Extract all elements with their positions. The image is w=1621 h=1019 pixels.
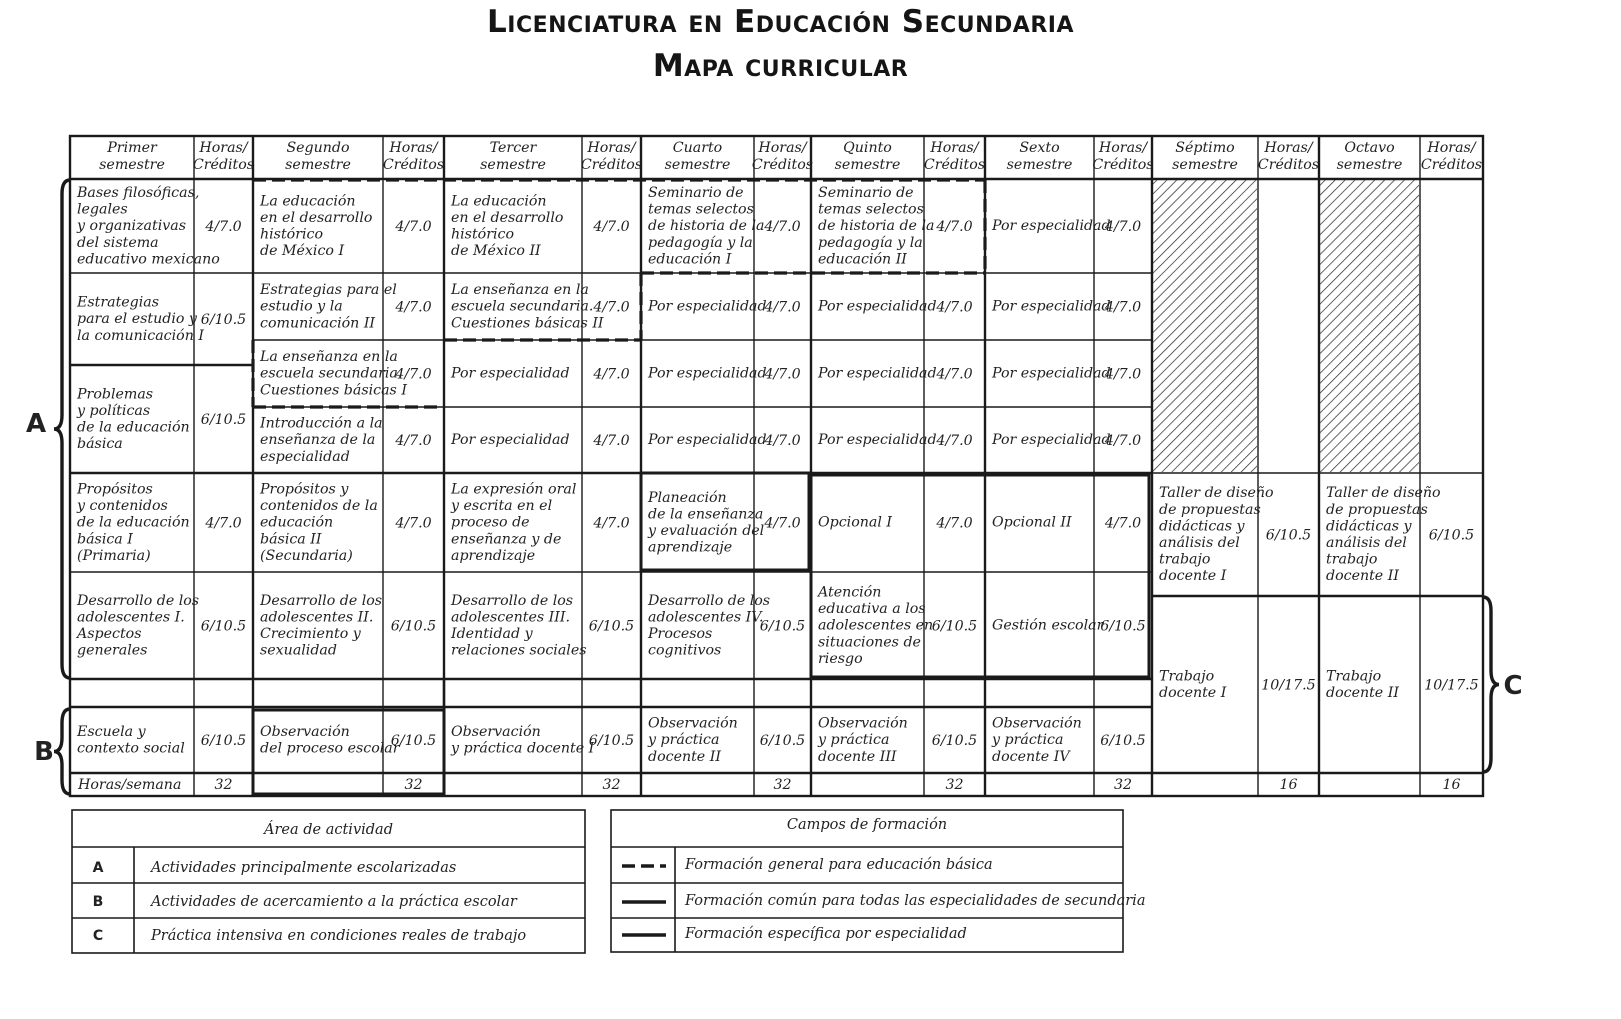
course-hours: 4/7.0	[205, 515, 242, 532]
course-name: y escrita en el	[451, 498, 553, 515]
course-hours: 4/7.0	[593, 299, 630, 316]
course-name: Propósitos y	[260, 481, 349, 498]
course-hours: 6/10.5	[1100, 733, 1146, 749]
column-header: Horas/	[587, 140, 636, 156]
course-hours: 6/10.5	[1265, 527, 1312, 544]
course-name: y práctica	[818, 732, 890, 749]
course-name: Por especialidad	[451, 432, 570, 449]
course-name: Identidad y	[451, 626, 533, 642]
course-hours: 6/10.5	[931, 733, 978, 749]
course-hours: 4/7.0	[1104, 433, 1142, 449]
course-name: Por especialidad	[992, 218, 1111, 235]
course-name: situaciones de	[818, 634, 921, 651]
course-name: cognitivos	[648, 642, 722, 659]
column-header: semestre	[664, 157, 731, 173]
column-header: Créditos	[751, 157, 814, 173]
course-name: Aspectos	[77, 626, 142, 642]
course-hours: 4/7.0	[764, 515, 801, 532]
course-name: Por especialidad	[451, 365, 570, 382]
course-hours: 4/7.0	[395, 366, 432, 383]
column-header: Horas/	[758, 140, 807, 156]
course-name: Observación	[818, 715, 908, 732]
course-name: y práctica	[648, 732, 720, 749]
course-name: La expresión oral	[451, 481, 577, 498]
column-header: Créditos	[580, 157, 643, 173]
course-hours: 4/7.0	[1104, 299, 1142, 316]
legend-area-key: C	[92, 928, 104, 944]
course-name: enseñanza y de	[451, 531, 562, 548]
document-subtitle: Mapa curricular	[652, 48, 909, 84]
column-header: Octavo	[1344, 140, 1395, 156]
course-name: Bases filosóficas,	[77, 185, 200, 201]
course-name: La educación	[260, 193, 356, 210]
course-name: Observación	[648, 715, 738, 732]
totals-value: 32	[1113, 777, 1133, 793]
course-name: relaciones sociales	[451, 642, 587, 659]
course-hours: 4/7.0	[764, 366, 801, 383]
course-name: educación	[260, 514, 334, 531]
course-hours: 4/7.0	[936, 219, 973, 235]
course-name: legales	[77, 201, 128, 218]
course-name: aprendizaje	[451, 547, 536, 564]
course-name: educativo mexicano	[77, 251, 220, 268]
course-name: sexualidad	[260, 642, 337, 659]
legend-campos-title: Campos de formación	[786, 817, 948, 833]
course-name: Desarrollo de los	[77, 592, 200, 609]
course-name: docente I	[1159, 568, 1227, 585]
column-header: Primer	[107, 140, 157, 156]
column-header: semestre	[834, 157, 901, 173]
course-name: histórico	[260, 226, 324, 243]
course-name: pedagogía y la	[648, 234, 753, 251]
column-header: Horas/	[1264, 140, 1313, 156]
course-name: docente IV	[992, 748, 1070, 765]
course-name: y organizativas	[77, 218, 186, 235]
column-header: Cuarto	[672, 140, 723, 156]
course-name: docente II	[648, 748, 721, 765]
legend-area-text: Actividades principalmente escolarizadas	[151, 860, 457, 876]
course-hours: 4/7.0	[395, 433, 432, 449]
course-hours: 4/7.0	[1104, 366, 1142, 383]
course-name: Por especialidad	[818, 432, 937, 449]
course-hours: 6/10.5	[390, 618, 437, 635]
totals-value: 16	[1442, 777, 1461, 793]
course-hours: 4/7.0	[593, 433, 630, 449]
column-header: Séptimo	[1175, 140, 1235, 156]
hatched-block-8	[1320, 180, 1419, 472]
course-name: Desarrollo de los	[451, 592, 574, 609]
course-name: proceso de	[451, 514, 530, 531]
course-name: comunicación II	[260, 315, 376, 332]
course-name: Atención	[818, 584, 882, 601]
course-hours: 10/17.5	[1261, 677, 1316, 694]
course-hours: 6/10.5	[200, 733, 247, 749]
course-name: docente II	[1326, 568, 1399, 585]
course-name: del sistema	[77, 234, 159, 251]
course-hours: 4/7.0	[764, 219, 801, 235]
column-header: Créditos	[382, 157, 445, 173]
course-name: adolescentes II.	[260, 609, 374, 626]
course-hours: 6/10.5	[200, 412, 247, 428]
course-hours: 6/10.5	[759, 733, 806, 749]
course-name: histórico	[451, 226, 515, 243]
legends	[72, 810, 1145, 953]
totals-value: 32	[773, 777, 792, 793]
course-hours: 4/7.0	[395, 219, 432, 235]
legend-area-text: Práctica intensiva en condiciones reales de trabajo	[151, 928, 527, 944]
document-title: Licenciatura en Educación Secundaria	[487, 4, 1074, 40]
course-name: para el estudio y	[77, 311, 197, 328]
course-hours: 6/10.5	[1100, 618, 1146, 635]
course-hours: 4/7.0	[593, 366, 630, 383]
course-name: de México I	[260, 243, 345, 260]
course-name: de historia de la	[818, 218, 935, 235]
course-name: Trabajo	[1159, 668, 1215, 685]
course-name: temas selectos	[648, 201, 754, 218]
course-hours: 4/7.0	[395, 299, 432, 316]
course-hours: 6/10.5	[931, 618, 978, 635]
course-name: y contenidos	[77, 498, 168, 515]
course-name: generales	[77, 642, 148, 659]
legend-area-key: A	[92, 860, 104, 876]
course-name: contexto social	[77, 740, 185, 757]
course-name: análisis del	[1159, 535, 1240, 551]
course-name: la comunicación I	[77, 327, 204, 344]
column-header: Horas/	[1427, 140, 1476, 156]
area-a-label: A	[25, 409, 47, 439]
course-hours: 4/7.0	[395, 515, 432, 532]
course-name: de la educación	[77, 419, 190, 436]
course-name: docente II	[1326, 685, 1399, 701]
course-name: Introducción a la	[260, 415, 383, 432]
column-header: semestre	[1336, 157, 1403, 173]
table-texts	[26, 140, 1523, 793]
course-name: Taller de diseño	[1326, 485, 1441, 502]
course-hours: 4/7.0	[205, 219, 242, 235]
legend-area-title: Área de actividad	[264, 822, 393, 838]
column-header: semestre	[1172, 157, 1238, 173]
course-name: temas selectos	[818, 201, 924, 218]
course-name: Por especialidad	[818, 298, 937, 315]
course-name: Observación	[992, 715, 1082, 732]
course-name: y práctica docente I	[451, 740, 595, 757]
course-hours: 6/10.5	[200, 618, 247, 635]
course-name: La enseñanza en la	[451, 282, 589, 299]
legend-campos-text: Formación común para todas las especialidades de secundaria	[685, 893, 1146, 909]
course-name: (Secundaria)	[260, 547, 353, 564]
course-name: Observación	[451, 723, 541, 740]
column-header: Quinto	[843, 140, 892, 156]
column-header: semestre	[285, 157, 351, 173]
course-name: trabajo	[1326, 551, 1378, 568]
brace-a	[54, 180, 70, 678]
course-name: Crecimiento y	[260, 626, 361, 642]
column-header: Sexto	[1019, 140, 1060, 156]
course-hours: 6/10.5	[588, 733, 635, 749]
brace-b	[54, 709, 70, 794]
course-hours: 10/17.5	[1424, 677, 1479, 694]
course-name: de México II	[451, 243, 541, 260]
course-name: adolescentes III.	[451, 609, 570, 626]
course-hours: 4/7.0	[1104, 515, 1142, 532]
column-header: semestre	[1006, 157, 1073, 173]
totals-value: 32	[602, 777, 621, 793]
hatched-block-7	[1153, 180, 1257, 472]
course-name: Escuela y	[77, 723, 146, 740]
area-b-label: B	[34, 737, 54, 767]
legend-area-text: Actividades de acercamiento a la práctica escolar	[151, 894, 517, 910]
column-header: Créditos	[923, 157, 986, 173]
column-header: Horas/	[1098, 140, 1148, 156]
legend-area-key: B	[92, 894, 104, 910]
course-name: escuela secundaria.	[451, 298, 594, 315]
course-name: trabajo	[1159, 551, 1211, 568]
course-name: básica	[77, 436, 123, 453]
course-hours: 4/7.0	[593, 219, 630, 235]
course-name: de la educación	[77, 514, 190, 531]
area-c-label: C	[1503, 671, 1523, 701]
course-name: estudio y la	[260, 298, 343, 315]
column-header: semestre	[480, 157, 546, 173]
totals-label: Horas/semana	[78, 777, 182, 793]
course-hours: 4/7.0	[764, 433, 801, 449]
course-name: aprendizaje	[648, 539, 733, 556]
course-name: educación II	[818, 251, 907, 268]
column-header: Horas/	[199, 140, 248, 156]
course-name: básica II	[260, 531, 322, 548]
column-header: Créditos	[192, 157, 255, 173]
totals-value: 32	[214, 777, 233, 793]
course-name: y políticas	[77, 402, 151, 419]
totals-value: 16	[1279, 777, 1298, 793]
course-name: Opcional II	[992, 514, 1072, 531]
course-name: Por especialidad	[648, 365, 767, 382]
course-name: de historia de la	[648, 218, 765, 235]
course-name: didácticas y	[1326, 518, 1412, 535]
course-name: análisis del	[1326, 535, 1407, 551]
course-name: Propósitos	[77, 481, 153, 498]
course-name: educativa a los	[818, 601, 926, 618]
column-header: Horas/	[930, 140, 979, 156]
course-name: Desarrollo de los	[260, 592, 383, 609]
course-name: adolescentes IV.	[648, 609, 764, 626]
course-hours: 6/10.5	[200, 312, 247, 328]
course-hours: 6/10.5	[390, 733, 437, 749]
course-hours: 4/7.0	[936, 299, 973, 316]
course-name: Seminario de	[818, 185, 914, 201]
course-name: docente III	[818, 748, 897, 765]
course-name: Por especialidad	[992, 298, 1111, 315]
course-name: adolescentes I.	[77, 609, 185, 626]
course-name: enseñanza de la	[260, 432, 376, 449]
course-name: Gestión escolar	[992, 617, 1104, 634]
course-name: educación I	[648, 251, 732, 268]
course-name: Cuestiones básicas II	[451, 315, 604, 332]
course-name: riesgo	[818, 650, 863, 667]
course-name: (Primaria)	[77, 547, 151, 564]
course-hours: 4/7.0	[764, 299, 801, 316]
course-name: y evaluación del	[648, 523, 765, 539]
course-name: básica I	[77, 531, 133, 548]
course-name: La educación	[451, 193, 547, 210]
course-name: La enseñanza en la	[260, 349, 398, 366]
course-name: en el desarrollo	[260, 209, 373, 226]
column-header: Tercer	[489, 140, 537, 156]
course-hours: 4/7.0	[936, 433, 973, 449]
course-name: Cuestiones básicas I	[260, 382, 407, 399]
course-name: Trabajo	[1326, 668, 1382, 685]
course-name: pedagogía y la	[818, 234, 923, 251]
course-name: Seminario de	[648, 185, 744, 201]
column-header: Horas/	[389, 140, 438, 156]
column-header: semestre	[99, 157, 165, 173]
course-name: de la enseñanza	[648, 506, 764, 523]
course-name: didácticas y	[1159, 518, 1245, 535]
course-name: Estrategias para el	[260, 282, 397, 299]
course-name: Taller de diseño	[1159, 485, 1274, 502]
course-hours: 6/10.5	[588, 618, 635, 635]
totals-value: 32	[945, 777, 964, 793]
column-header: Créditos	[1092, 157, 1154, 173]
course-hours: 4/7.0	[593, 515, 630, 532]
course-hours: 6/10.5	[759, 618, 806, 635]
course-name: Problemas	[77, 386, 154, 403]
course-name: Procesos	[648, 626, 713, 642]
legend-campos-text: Formación general para educación básica	[685, 857, 993, 873]
column-header: Créditos	[1420, 157, 1483, 173]
course-name: en el desarrollo	[451, 209, 564, 226]
legend-campos-text: Formación específica por especialidad	[685, 926, 967, 942]
course-name: docente I	[1159, 685, 1227, 701]
course-name: Por especialidad	[992, 432, 1111, 449]
totals-value: 32	[404, 777, 423, 793]
course-name: Desarrollo de los	[648, 592, 771, 609]
course-hours: 4/7.0	[1104, 219, 1142, 235]
column-header: Segundo	[286, 140, 350, 156]
course-hours: 4/7.0	[936, 515, 973, 532]
course-name: adolescentes en	[818, 617, 934, 634]
course-name: escuela secundaria.	[260, 365, 403, 382]
course-name: especialidad	[260, 448, 350, 465]
course-name: de propuestas	[1326, 501, 1428, 518]
course-name: del proceso escolar	[260, 740, 400, 757]
course-name: Opcional I	[818, 514, 892, 531]
brace-c	[1483, 597, 1499, 772]
course-name: Planeación	[648, 489, 727, 506]
course-name: Estrategias	[77, 294, 160, 311]
course-name: Por especialidad	[818, 365, 937, 382]
course-name: contenidos de la	[260, 498, 378, 515]
course-name: Por especialidad	[992, 365, 1111, 382]
course-name: y práctica	[992, 732, 1064, 749]
column-header: Créditos	[1257, 157, 1320, 173]
course-name: Observación	[260, 723, 350, 740]
course-hours: 6/10.5	[1428, 527, 1475, 544]
course-name: de propuestas	[1159, 501, 1261, 518]
course-hours: 4/7.0	[936, 366, 973, 383]
course-name: Por especialidad	[648, 432, 767, 449]
course-name: Por especialidad	[648, 298, 767, 315]
